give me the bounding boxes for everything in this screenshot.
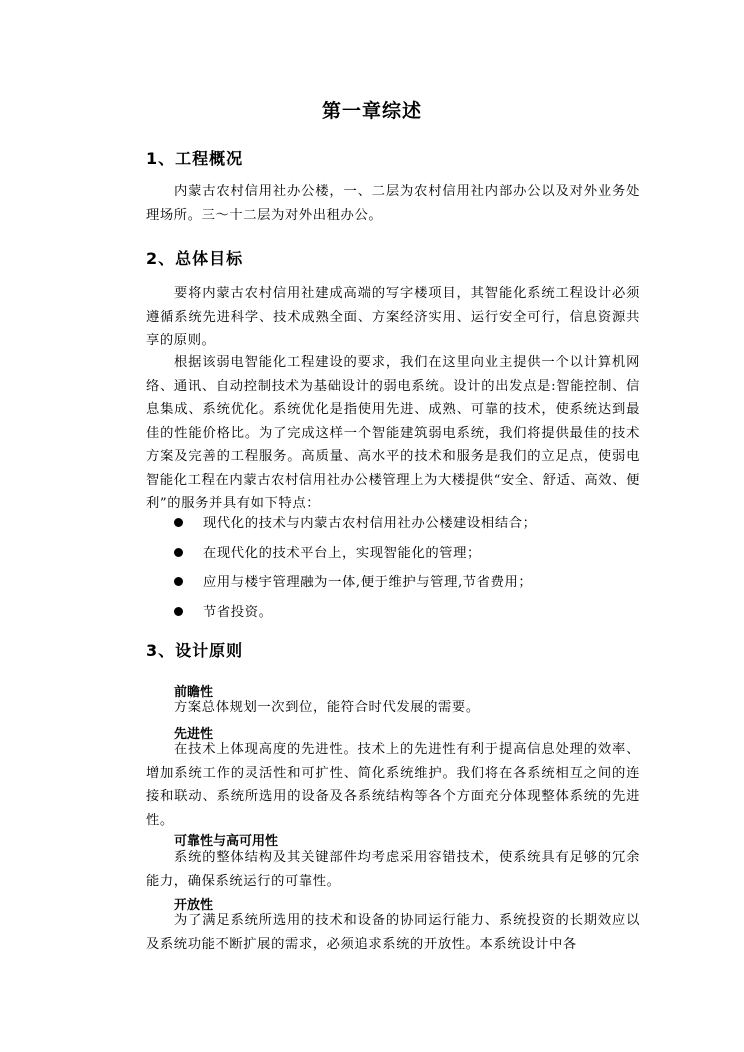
bullet-icon bbox=[174, 607, 183, 616]
goals-paragraph-2: 根据该弱电智能化工程建设的要求，我们在这里向业主提供一个以计算机网络、通讯、自动控制技术为基础设计的弱电系统。设计的出发点是:智能控制、信息集成、系统优化。系统优化是指使用先进、成熟、可靠的技术，使系统达到最佳的性能价格比。为了完成这样一个智能建筑弱电系统，我们将提供最佳的技术方案及完善的工程服务。高质量、高水平的技术和服务是我们的立足点，使弱电智能化工程在内蒙古农村信用社办公楼管理上为大楼提供“安全、舒适、高效、便利”的服务并具有如下特点： bbox=[146, 355, 640, 511]
principle-text-forward: 方案总体规划一次到位，能符合时代发展的需要。 bbox=[174, 700, 480, 715]
principle-title-forward: 前瞻性 bbox=[174, 685, 214, 700]
chapter-title: 第一章综述 bbox=[321, 100, 422, 122]
bullet-icon bbox=[174, 577, 183, 586]
principle-text-openness: 为了满足系统所选用的技术和设备的协同运行能力、系统投资的长期效应以及系统功能不断扩展的需求，必须追求系统的开放性。本系统设计中各 bbox=[146, 913, 640, 952]
bullet-icon bbox=[174, 548, 183, 557]
principle-title-advanced: 先进性 bbox=[174, 727, 214, 742]
section-heading-overview: 1、工程概况 bbox=[146, 149, 244, 168]
section-heading-principles: 3、设计原则 bbox=[146, 641, 244, 660]
section-heading-goals: 2、总体目标 bbox=[146, 249, 244, 268]
list-item: 现代化的技术与内蒙古农村信用社办公楼建设相结合； bbox=[174, 509, 537, 539]
bullet-icon bbox=[174, 518, 183, 527]
list-item: 应用与楼宇管理融为一体,便于维护与管理,节省费用； bbox=[174, 568, 537, 598]
list-item: 节省投资。 bbox=[174, 598, 537, 628]
list-item: 在现代化的技术平台上，实现智能化的管理； bbox=[174, 539, 537, 569]
principle-text-advanced: 在技术上体现高度的先进性。技术上的先进性有利于提高信息处理的效率、增加系统工作的灵活性和可扩性、简化系统维护。我们将在各系统相互之间的连接和联动、系统所选用的设备及各系统结构等各个方面充分体现整体系统的先进性。 bbox=[146, 742, 640, 828]
feature-list bbox=[174, 509, 537, 627]
principle-title-openness: 开放性 bbox=[174, 898, 214, 913]
goals-paragraph-1: 要将内蒙古农村信用社建成高端的写字楼项目，其智能化系统工程设计必须遵循系统先进科学、技术成熟全面、方案经济实用、运行安全可行，信息资源共享的原则。 bbox=[146, 286, 640, 348]
principle-title-reliability: 可靠性与高可用性 bbox=[174, 834, 279, 849]
principle-text-reliability: 系统的整体结构及其关键部件均考虑采用容错技术，使系统具有足够的冗余能力，确保系统运行的可靠性。 bbox=[146, 850, 640, 889]
overview-paragraph: 内蒙古农村信用社办公楼，一、二层为农村信用社内部办公以及对外业务处理场所。三～十二层为对外出租办公。 bbox=[146, 184, 640, 223]
